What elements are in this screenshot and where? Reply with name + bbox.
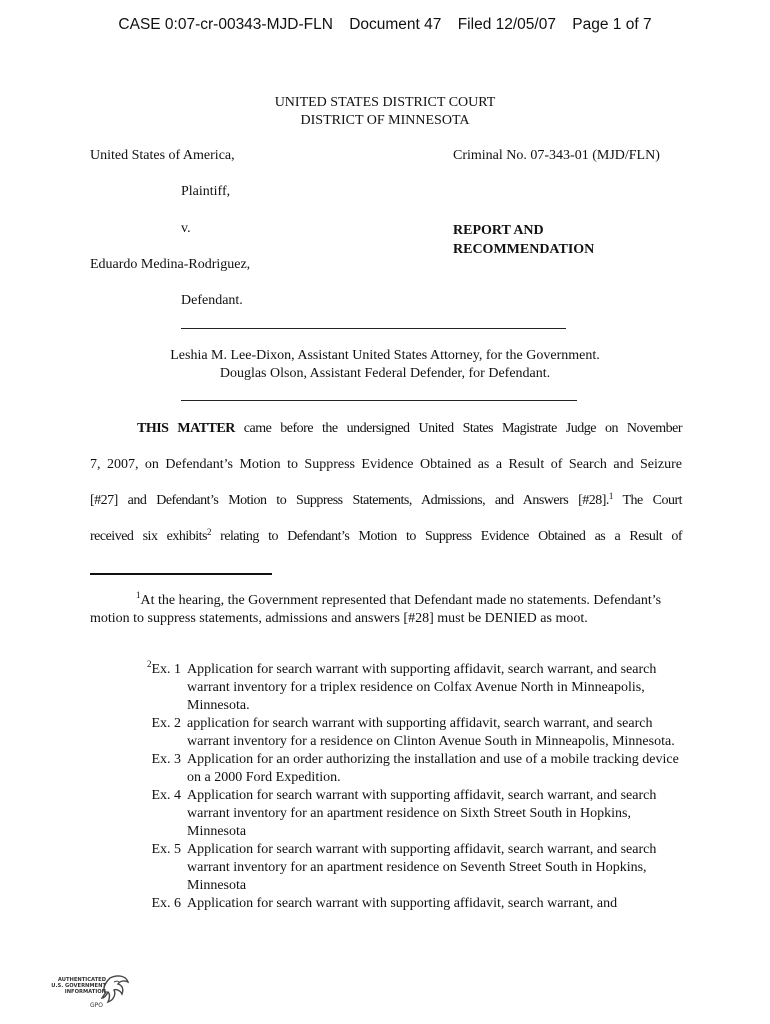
court-heading bbox=[0, 94, 770, 130]
exhibit-item bbox=[90, 895, 680, 913]
versus: v. bbox=[181, 221, 191, 236]
body-lead: THIS MATTER bbox=[137, 421, 235, 436]
body-line-4a: received six exhibits bbox=[90, 529, 207, 544]
exhibit-description: Application for search warrant with supporting affidavit, search warrant, and search warrant inventory for an apartment residence on Sixth Street South in Hopkins, Minnesota bbox=[187, 788, 657, 839]
exhibit-label-text: Ex. 2 bbox=[151, 716, 181, 731]
footnote-1-marker: 1 bbox=[136, 590, 141, 600]
exhibit-description: Application for an order authorizing the installation and use of a mobile tracking device on a 2000 Ford Expedition. bbox=[187, 752, 679, 785]
body-line-1 bbox=[137, 421, 682, 437]
seal-line-2: U.S. GOVERNMENT bbox=[51, 983, 106, 989]
document-title-line-2: RECOMMENDATION bbox=[453, 242, 595, 257]
footnote-1-text-rest: Defendant’s motion to suppress statements, admissions and answers [#28] must be DENIED as moot. bbox=[90, 593, 662, 626]
body-line-1-text: came before the undersigned United States Magistrate Judge on November bbox=[234, 421, 682, 436]
exhibit-label bbox=[90, 715, 187, 751]
exhibit-label bbox=[90, 841, 187, 895]
exhibit-description: Application for search warrant with supporting affidavit, search warrant, and search warrant inventory for a triplex residence on Colfax Avenue North in Minneapolis, Minnesota. bbox=[187, 662, 657, 713]
eagle-icon bbox=[44, 972, 130, 1018]
body-line-4b: relating to Defendant’s Motion to Suppress Evidence Obtained as a Result of bbox=[210, 529, 682, 544]
footnote-ref-1[interactable]: 1 bbox=[608, 491, 613, 501]
exhibit-label-text: Ex. 5 bbox=[151, 842, 181, 857]
body-line-3 bbox=[90, 493, 682, 509]
court-district: DISTRICT OF MINNESOTA bbox=[300, 113, 470, 128]
exhibit-item bbox=[90, 787, 680, 841]
footnote-1 bbox=[90, 592, 668, 628]
filed-date: Filed 12/05/07 bbox=[457, 16, 556, 33]
body-line-3b: The Court bbox=[612, 493, 682, 508]
document-number: Document 47 bbox=[349, 16, 442, 33]
exhibit-label-text: Ex. 6 bbox=[151, 896, 181, 911]
defendant-name: Eduardo Medina-Rodriguez, bbox=[90, 257, 251, 272]
caption-divider bbox=[181, 328, 566, 329]
defendant-role: Defendant. bbox=[181, 293, 243, 308]
counsel-block bbox=[0, 347, 770, 383]
exhibit-item bbox=[90, 751, 680, 787]
government-counsel: Leshia M. Lee-Dixon, Assistant United States Attorney, for the Government. bbox=[170, 348, 600, 363]
page-number: Page 1 of 7 bbox=[572, 16, 652, 33]
exhibit-label bbox=[90, 787, 187, 841]
exhibit-description: Application for search warrant with supporting affidavit, search warrant, and search warrant inventory for an apartment residence on Seventh Street South in Hopkins, Minnesota bbox=[187, 842, 657, 893]
document-title bbox=[453, 221, 594, 259]
body-line-2: 7, 2007, on Defendant’s Motion to Suppress Evidence Obtained as a Result of Search and Seizure bbox=[90, 457, 682, 472]
seal-line-3: INFORMATION bbox=[64, 989, 106, 995]
exhibit-description: application for search warrant with supporting affidavit, search warrant, and search warrant inventory for a residence on Clinton Avenue South in Minneapolis, Minnesota. bbox=[187, 716, 675, 749]
footnote-2-exhibit-list bbox=[90, 661, 680, 913]
exhibit-label bbox=[90, 751, 187, 787]
criminal-number: Criminal No. 07-343-01 (MJD/FLN) bbox=[453, 148, 660, 163]
exhibit-label bbox=[90, 895, 187, 913]
footnote-1-text-first: At the hearing, the Government represented that Defendant made no statements. bbox=[140, 593, 590, 608]
document-title-line-1: REPORT AND bbox=[453, 223, 544, 238]
exhibit-label bbox=[90, 661, 187, 715]
exhibit-item bbox=[90, 661, 680, 715]
case-number: CASE 0:07-cr-00343-MJD-FLN bbox=[118, 16, 333, 33]
exhibit-label-text: Ex. 1 bbox=[151, 662, 181, 677]
footnote-ref-2[interactable]: 2 bbox=[206, 527, 211, 537]
body-line-4 bbox=[90, 529, 682, 545]
defense-counsel: Douglas Olson, Assistant Federal Defender, for Defendant. bbox=[219, 366, 551, 381]
plaintiff-name: United States of America, bbox=[90, 148, 235, 163]
counsel-divider bbox=[181, 400, 577, 401]
exhibit-label-text: Ex. 3 bbox=[151, 752, 181, 767]
exhibit-label-text: Ex. 4 bbox=[151, 788, 181, 803]
footnote-separator bbox=[90, 573, 272, 575]
body-line-3a: [#27] and Defendant’s Motion to Suppress Statements, Admissions, and Answers [#28]. bbox=[90, 493, 609, 508]
exhibit-description: Application for search warrant with supporting affidavit, search warrant, and bbox=[187, 896, 618, 911]
seal-gpo: GPO bbox=[90, 1002, 103, 1009]
footnote-2-marker: 2 bbox=[146, 659, 152, 669]
seal-line-1: AUTHENTICATED bbox=[57, 977, 106, 983]
court-name: UNITED STATES DISTRICT COURT bbox=[274, 95, 496, 110]
page-header bbox=[0, 16, 770, 34]
plaintiff-role: Plaintiff, bbox=[181, 184, 231, 199]
exhibit-item bbox=[90, 841, 680, 895]
exhibit-item bbox=[90, 715, 680, 751]
gpo-authentication-seal bbox=[44, 972, 130, 1018]
